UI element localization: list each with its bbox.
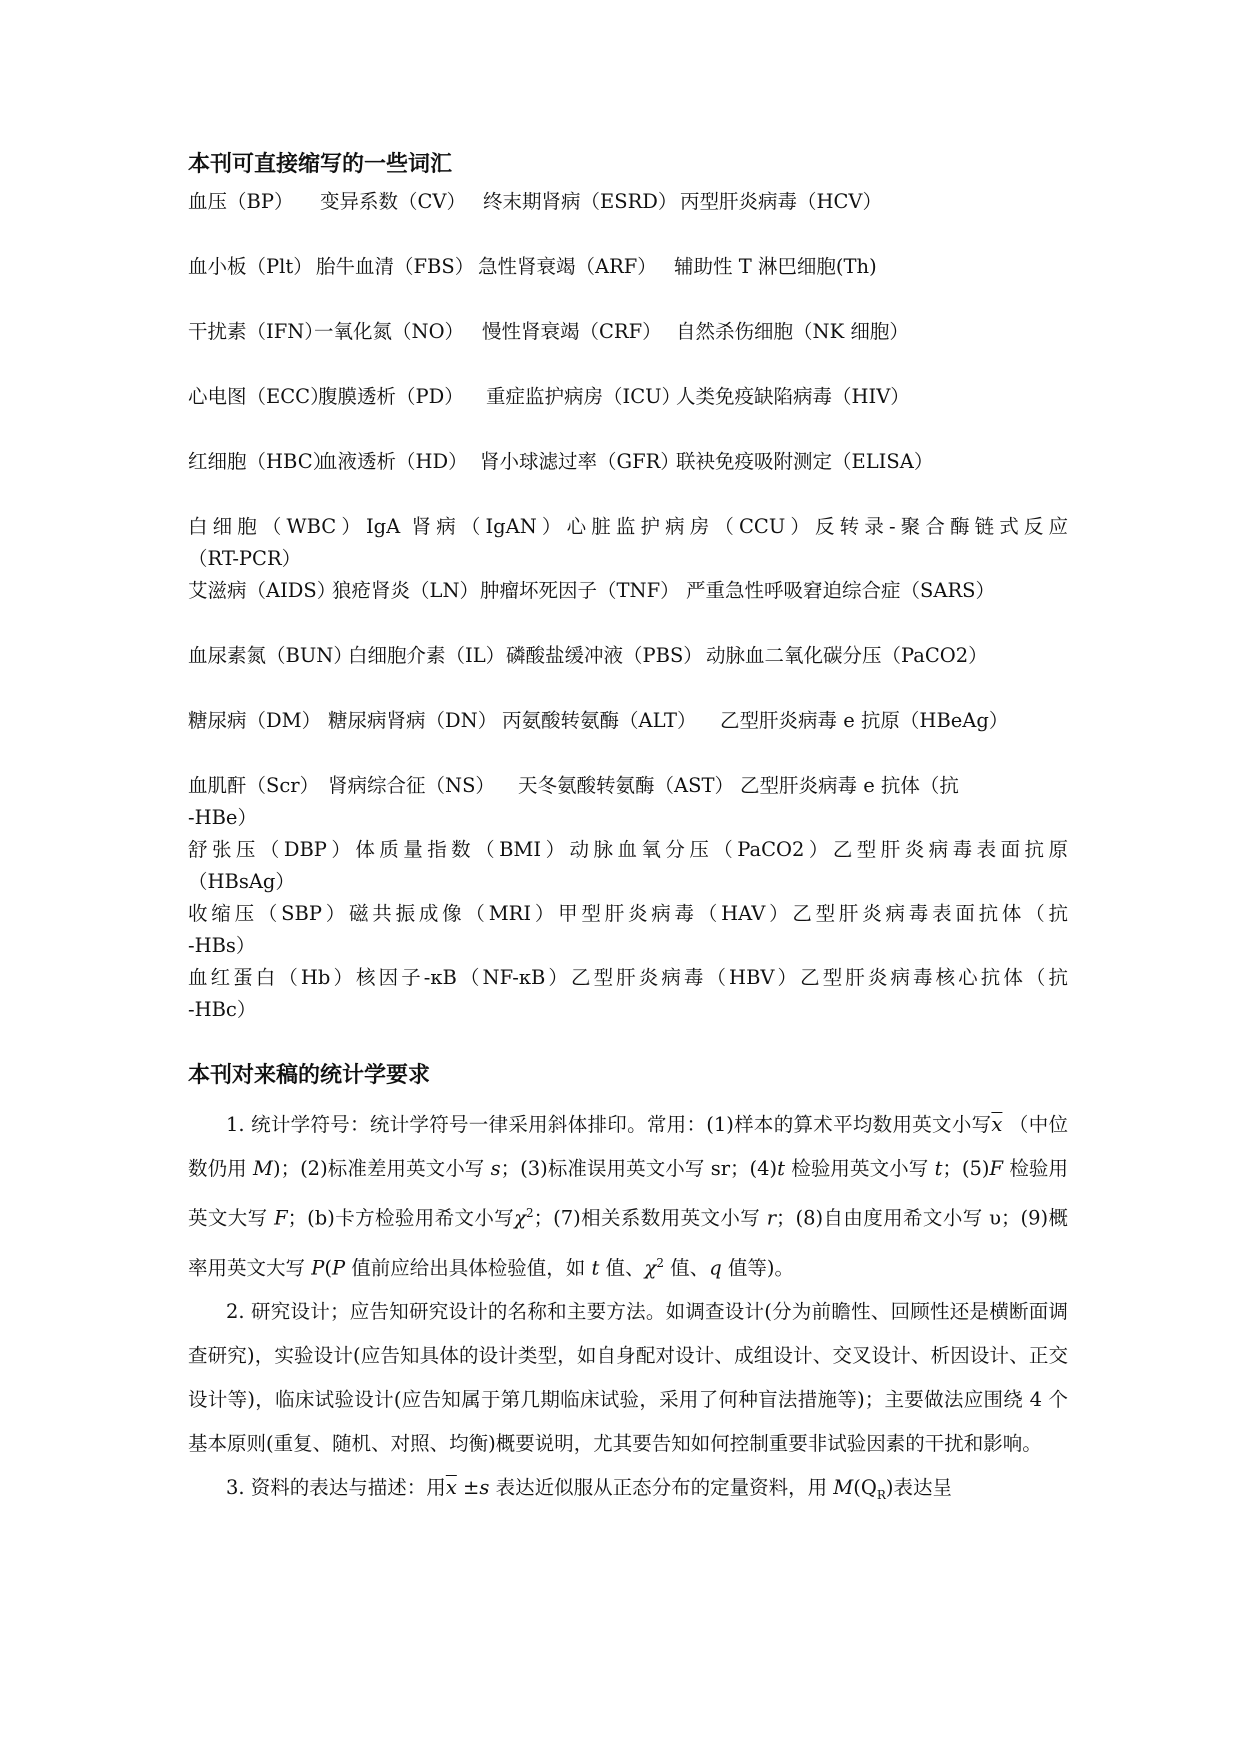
- abbreviation-term: 天冬氨酸转氨酶（AST）: [518, 774, 734, 797]
- abbreviation-term: 心电图（ECC）: [188, 385, 330, 408]
- abbreviation-term: -HBs）: [188, 934, 256, 957]
- x-bar-symbol: $\overline{x}$: [991, 1113, 1003, 1136]
- abbreviation-term: 辅助性 T 淋巴细胞(Th): [674, 255, 877, 278]
- abbreviation-term: 乙型肝炎病毒 e 抗体（抗: [740, 774, 959, 797]
- abbreviation-term: 丙型肝炎病毒（HCV）: [680, 190, 883, 213]
- document-page: [188, 0, 1068, 1754]
- abbreviation-term: 胎牛血清（FBS）: [316, 255, 475, 278]
- abbreviation-term: 磷酸盐缓冲液（PBS）: [506, 644, 703, 667]
- abbreviation-row: [188, 316, 1068, 348]
- abbreviation-term: 联袂免疫吸附测定（ELISA）: [676, 450, 934, 473]
- abbreviation-term: 腹膜透析（PD）: [318, 385, 464, 408]
- abbreviations-heading: 本刊可直接缩写的一些词汇: [188, 152, 453, 177]
- abbreviation-row: [188, 866, 1068, 898]
- abbreviation-row: [188, 930, 1068, 962]
- abbreviation-term: 肿瘤坏死因子（TNF）: [480, 579, 680, 602]
- abbreviation-term: 慢性肾衰竭（CRF）: [482, 320, 662, 343]
- abbreviation-row: [188, 994, 1068, 1026]
- abbreviation-term: 一氧化氮（NO）: [314, 320, 465, 343]
- abbreviation-row: [188, 251, 1068, 283]
- abbreviation-term: 血肌酐（Scr）: [188, 774, 320, 797]
- paragraph-research-design: 2. 研究设计；应告知研究设计的名称和主要方法。如调查设计(分为前瞻性、回顾性还是横断面调查研究)，实验设计(应告知具体的设计类型，如自身配对设计、成组设计、交叉设计、析因设计、正交设计等)，临床试验设计(应告知属于第几期临床试验，采用了何种盲法措施等)；主要做法应围绕 4 个基本原则(重复、随机、对照、均衡)概要说明，尤其要告知如何控制重要非试验因素的干扰和影响。: [188, 1300, 1068, 1455]
- abbreviation-row: 血红蛋白（Hb）核因子-κB（NF-κB）乙型肝炎病毒（HBV）乙型肝炎病毒核心抗体（抗: [188, 966, 1068, 989]
- abbreviation-term: 人类免疫缺陷病毒（HIV）: [676, 385, 910, 408]
- abbreviation-row: [188, 575, 1068, 607]
- paragraph-data-description: 3. 资料的表达与描述：用$\overline{x} \pm s$ 表达近似服从正态分布的定量资料，用 $M(Q_R)$表达呈: [226, 1476, 953, 1502]
- abbreviation-term: 血压（BP）: [188, 190, 294, 213]
- abbreviation-term: 糖尿病（DM）: [188, 709, 322, 732]
- abbreviation-term: （HBsAg）: [188, 870, 295, 893]
- abbreviation-term: 糖尿病肾病（DN）: [328, 709, 498, 732]
- abbreviation-term: -HBe）: [188, 806, 257, 829]
- abbreviation-term: 变异系数（CV）: [320, 190, 467, 213]
- abbreviation-row: [188, 802, 1068, 834]
- abbreviation-term: -HBc）: [188, 998, 257, 1021]
- abbreviation-term: 乙型肝炎病毒 e 抗原（HBeAg）: [720, 709, 1009, 732]
- abbreviation-row: [188, 705, 1068, 737]
- abbreviation-term: 红细胞（HBC）: [188, 450, 333, 473]
- abbreviation-term: 狼疮肾炎（LN）: [332, 579, 480, 602]
- abbreviations-list: [188, 186, 1068, 1026]
- abbreviation-term: 肾小球滤过率（GFR）: [480, 450, 680, 473]
- x-bar-symbol: $\overline{x}$: [445, 1476, 457, 1499]
- abbreviation-term: 动脉血二氧化碳分压（PaCO2）: [706, 644, 988, 667]
- abbreviation-term: 急性肾衰竭（ARF）: [478, 255, 657, 278]
- abbreviation-term: 自然杀伤细胞（NK 细胞）: [676, 320, 909, 343]
- abbreviation-term: 白细胞介素（IL）: [348, 644, 506, 667]
- abbreviation-row: 舒张压（DBP）体质量指数（BMI）动脉血氧分压（PaCO2）乙型肝炎病毒表面抗原: [188, 838, 1068, 861]
- abbreviation-term: 丙氨酸转氨酶（ALT）: [502, 709, 697, 732]
- paragraph-statistical-symbols: 1. 统计学符号：统计学符号一律采用斜体排印。常用：(1)样本的算术平均数用英文小写$\overline{x}$ （中位数仍用 M)；(2)标准差用英文小写 s；(3)标准误用英文小写 sr；(4)t 检验用英文小写 t；(5)F 检验用英文大写 F；(b)卡方检验用希文小写$\chi^2$；(7)相关系数用英文小写 r；(8)自由度用希文小写 υ；(9)概率用英文大写 P(P 值前应给出具体检验值，如 t 值、$\chi^2$ 值、q 值等)。: [188, 1113, 1069, 1279]
- abbreviation-term: 终末期肾病（ESRD）: [483, 190, 678, 213]
- abbreviation-term: 肾病综合征（NS）: [328, 774, 495, 797]
- abbreviation-term: 严重急性呼吸窘迫综合症（SARS）: [686, 579, 995, 602]
- abbreviation-row: [188, 186, 1068, 218]
- abbreviation-term: 干扰素（IFN）: [188, 320, 324, 343]
- abbreviation-row: [188, 381, 1068, 413]
- abbreviation-term: 血尿素氮（BUN）: [188, 644, 353, 667]
- statistics-heading: 本刊对来稿的统计学要求: [188, 1063, 431, 1088]
- abbreviation-term: 血小板（Plt）: [188, 255, 313, 278]
- abbreviation-row: [188, 770, 1068, 802]
- abbreviation-row: 白细胞（WBC）IgA 肾病（IgAN）心脏监护病房（CCU）反转录-聚合酶链式反应: [188, 515, 1068, 538]
- abbreviation-row: [188, 543, 1068, 575]
- abbreviation-term: （RT-PCR）: [188, 547, 302, 570]
- abbreviation-row: [188, 446, 1068, 478]
- abbreviation-term: 重症监护病房（ICU）: [486, 385, 682, 408]
- abbreviation-row: 收缩压（SBP）磁共振成像（MRI）甲型肝炎病毒（HAV）乙型肝炎病毒表面抗体（抗: [188, 902, 1068, 925]
- abbreviation-term: 艾滋病（AIDS）: [188, 579, 337, 602]
- abbreviation-row: [188, 640, 1068, 672]
- abbreviation-term: 血液透析（HD）: [318, 450, 468, 473]
- statistics-requirements: [188, 1103, 1068, 1517]
